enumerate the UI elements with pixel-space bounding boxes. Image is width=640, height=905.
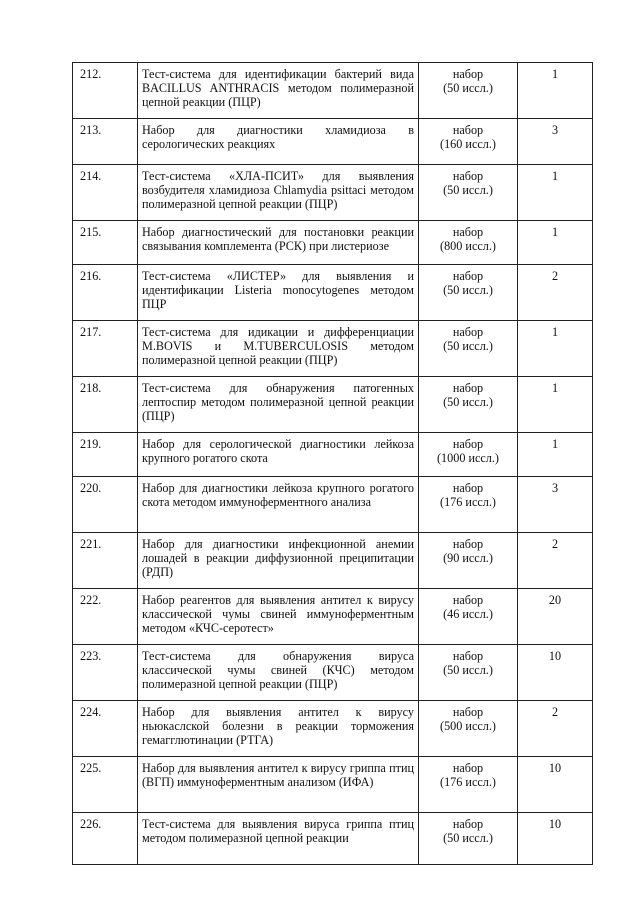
- pack-size: (800 иссл.): [440, 239, 496, 254]
- table-row: [73, 757, 593, 813]
- table-row: [73, 377, 593, 433]
- item-name: Набор для диагностики инфекционной анемии лошадей в реакции диффузионной преципитации (РДП): [138, 533, 419, 589]
- item-name: Набор для серологической диагностики лейкоза крупного рогатого скота: [138, 433, 419, 477]
- pack-size: (50 иссл.): [443, 81, 493, 96]
- unit-label: набор: [452, 437, 484, 451]
- quantity: 10: [518, 645, 593, 701]
- row-number: 225.: [73, 757, 138, 813]
- table-row: [73, 645, 593, 701]
- unit-cell: [419, 63, 518, 119]
- table-row: [73, 433, 593, 477]
- table-row: [73, 265, 593, 321]
- quantity: 1: [518, 377, 593, 433]
- unit-cell: [419, 645, 518, 701]
- table-row: [73, 533, 593, 589]
- table-row: [73, 477, 593, 533]
- pack-size: (50 иссл.): [443, 831, 493, 846]
- item-name: Тест-система для идентификации бактерий вида BACILLUS ANTHRACIS методом полимеразной цепной реакции (ПЦР): [138, 63, 419, 119]
- quantity: 1: [518, 165, 593, 221]
- table-row: [73, 321, 593, 377]
- quantity: 20: [518, 589, 593, 645]
- item-name: Тест-система для обнаружения патогенных лептоспир методом полимеразной цепной реакции (ПЦР): [138, 377, 419, 433]
- row-number: 214.: [73, 165, 138, 221]
- unit-cell: [419, 165, 518, 221]
- unit-cell: [419, 477, 518, 533]
- row-number: 219.: [73, 433, 138, 477]
- quantity: 10: [518, 813, 593, 865]
- item-name: Тест-система для обнаружения вируса классической чумы свиней (КЧС) методом полимеразной цепной реакции (ПЦР): [138, 645, 419, 701]
- unit-cell: [419, 221, 518, 265]
- table-row: [73, 701, 593, 757]
- item-name: Набор для выявления антител к вирусу гриппа птиц (ВГП) иммуноферментным анализом (ИФА): [138, 757, 419, 813]
- row-number: 222.: [73, 589, 138, 645]
- unit-label: набор: [452, 705, 484, 719]
- pack-size: (90 иссл.): [443, 551, 493, 566]
- pack-size: (50 иссл.): [443, 183, 493, 198]
- table-row: [73, 63, 593, 119]
- quantity: 3: [518, 477, 593, 533]
- row-number: 220.: [73, 477, 138, 533]
- unit-cell: [419, 377, 518, 433]
- quantity: 3: [518, 119, 593, 165]
- unit-cell: [419, 589, 518, 645]
- unit-cell: [419, 265, 518, 321]
- unit-label: набор: [452, 381, 484, 395]
- unit-cell: [419, 701, 518, 757]
- row-number: 213.: [73, 119, 138, 165]
- unit-cell: [419, 533, 518, 589]
- item-name: Набор для выявления антител к вирусу ньюкаслской болезни в реакции торможения гемагглютинации (РТГА): [138, 701, 419, 757]
- table-row: [73, 813, 593, 865]
- unit-cell: [419, 433, 518, 477]
- pack-size: (500 иссл.): [440, 719, 496, 734]
- item-name: Тест-система для выявления вируса гриппа птиц методом полимеразной цепной реакции: [138, 813, 419, 865]
- item-name: Набор диагностический для постановки реакции связывания комплемента (РСК) при листериозе: [138, 221, 419, 265]
- unit-label: набор: [452, 269, 484, 283]
- unit-label: набор: [452, 67, 484, 81]
- item-name: Тест-система для идикации и дифференциации M.BOVIS и M.TUBERCULOSIS методом полимеразной цепной реакции (ПЦР): [138, 321, 419, 377]
- quantity: 2: [518, 265, 593, 321]
- quantity: 1: [518, 63, 593, 119]
- pack-size: (176 иссл.): [440, 495, 496, 510]
- row-number: 218.: [73, 377, 138, 433]
- unit-label: набор: [452, 593, 484, 607]
- unit-label: набор: [452, 481, 484, 495]
- unit-cell: [419, 757, 518, 813]
- unit-cell: [419, 813, 518, 865]
- row-number: 221.: [73, 533, 138, 589]
- table-row: [73, 165, 593, 221]
- pack-size: (176 иссл.): [440, 775, 496, 790]
- item-name: Набор для диагностики хламидиоза в серологических реакциях: [138, 119, 419, 165]
- row-number: 216.: [73, 265, 138, 321]
- pack-size: (50 иссл.): [443, 663, 493, 678]
- pack-size: (1000 иссл.): [436, 451, 499, 466]
- quantity: 2: [518, 701, 593, 757]
- unit-label: набор: [452, 325, 484, 339]
- quantity: 1: [518, 321, 593, 377]
- unit-cell: [419, 321, 518, 377]
- unit-label: набор: [452, 123, 484, 137]
- quantity: 2: [518, 533, 593, 589]
- quantity: 10: [518, 757, 593, 813]
- table-row: [73, 589, 593, 645]
- row-number: 217.: [73, 321, 138, 377]
- pack-size: (46 иссл.): [443, 607, 493, 622]
- unit-label: набор: [452, 169, 484, 183]
- row-number: 212.: [73, 63, 138, 119]
- pack-size: (50 иссл.): [443, 395, 493, 410]
- pack-size: (50 иссл.): [443, 339, 493, 354]
- unit-cell: [419, 119, 518, 165]
- row-number: 226.: [73, 813, 138, 865]
- unit-label: набор: [452, 649, 484, 663]
- item-name: Тест-система «ХЛА-ПСИТ» для выявления возбудителя хламидиоза Chlamydia psittaci методом полимеразной цепной реакции (ПЦР): [138, 165, 419, 221]
- pack-size: (50 иссл.): [443, 283, 493, 298]
- unit-label: набор: [452, 225, 484, 239]
- item-name: Тест-система «ЛИСТЕР» для выявления и идентификации Listeria monocytogenes методом ПЦР: [138, 265, 419, 321]
- quantity: 1: [518, 433, 593, 477]
- reagents-table: [72, 62, 593, 865]
- row-number: 223.: [73, 645, 138, 701]
- item-name: Набор реагентов для выявления антител к вирусу классической чумы свиней иммуноферментным методом «КЧС-серотест»: [138, 589, 419, 645]
- table-row: [73, 221, 593, 265]
- unit-label: набор: [452, 761, 484, 775]
- item-name: Набор для диагностики лейкоза крупного рогатого скота методом иммуноферментного анализа: [138, 477, 419, 533]
- row-number: 224.: [73, 701, 138, 757]
- table-row: [73, 119, 593, 165]
- pack-size: (160 иссл.): [440, 137, 496, 152]
- quantity: 1: [518, 221, 593, 265]
- unit-label: набор: [452, 537, 484, 551]
- row-number: 215.: [73, 221, 138, 265]
- unit-label: набор: [452, 817, 484, 831]
